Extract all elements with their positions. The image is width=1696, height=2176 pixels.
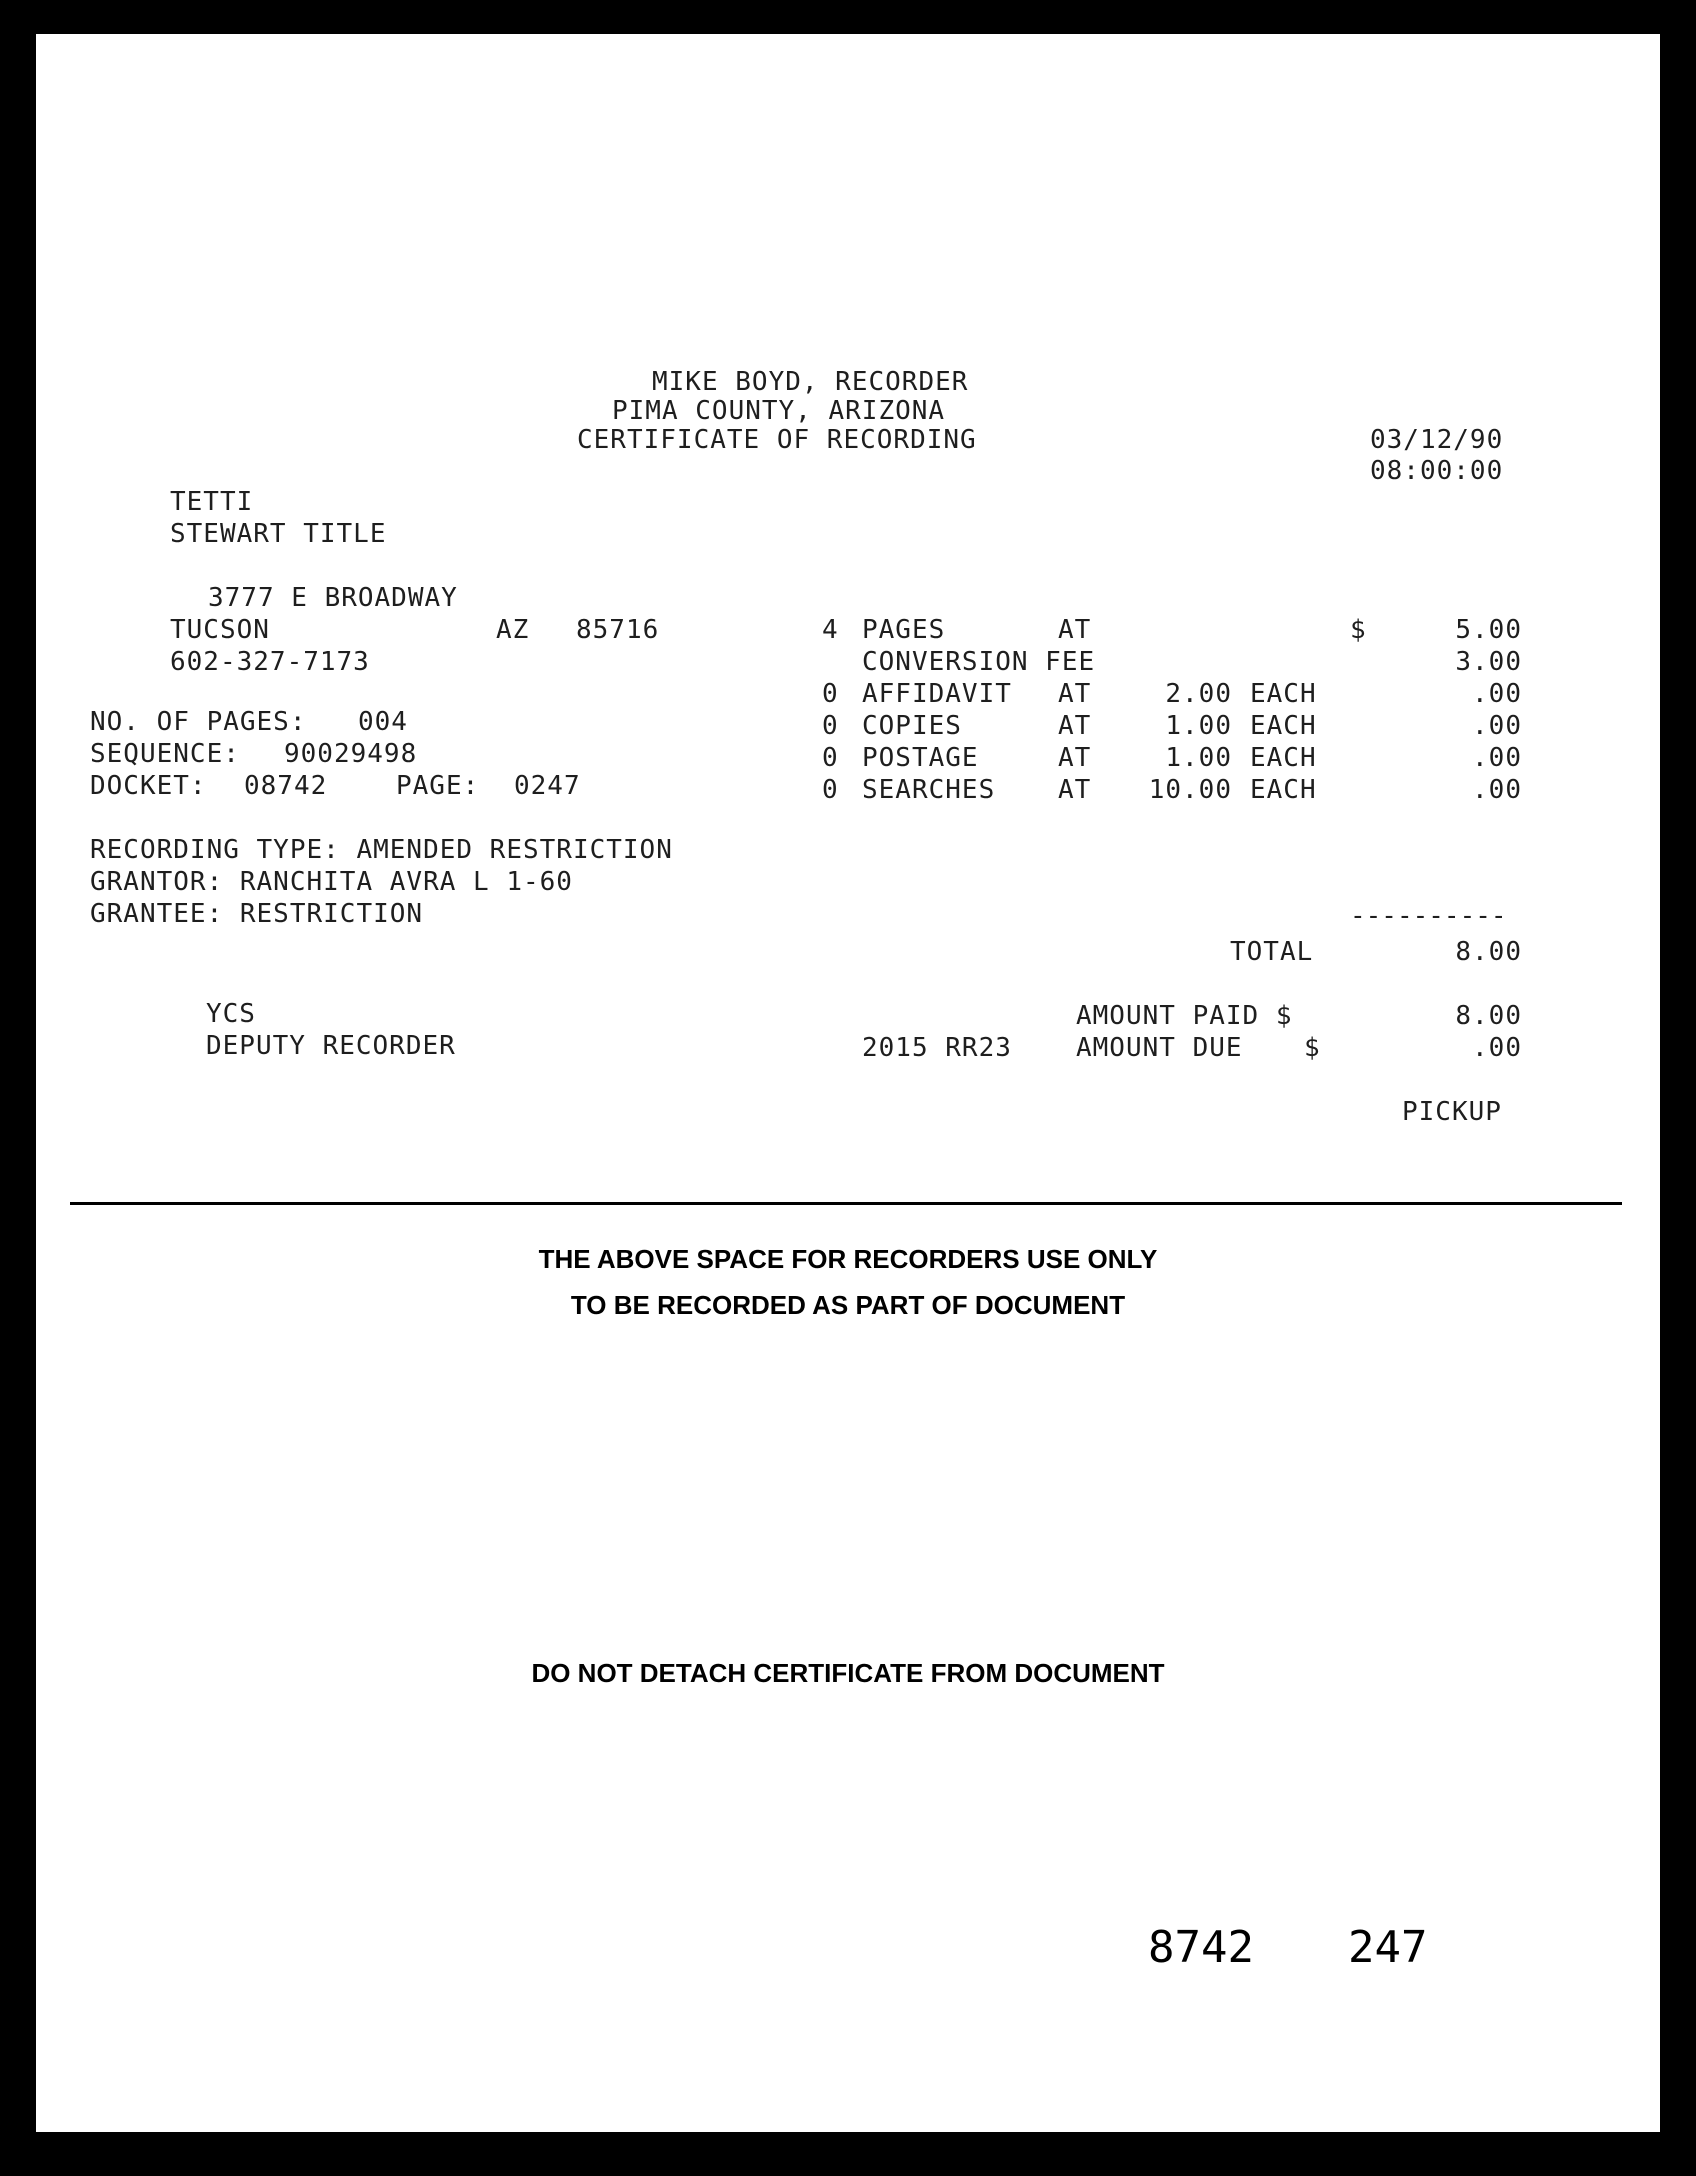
fee-item: COPIES	[862, 711, 962, 741]
fee-rate: 10.00	[1148, 775, 1232, 805]
certificate-page	[36, 34, 1660, 2132]
recorder-name: MIKE BOYD, RECORDER	[652, 367, 969, 397]
amount-due-dollar: $	[1304, 1033, 1321, 1063]
fee-at: AT	[1058, 679, 1092, 709]
fee-amount: .00	[1472, 775, 1522, 805]
docket-label: DOCKET:	[90, 771, 207, 801]
fee-qty: 0	[822, 679, 839, 709]
stamp-page-number: 247	[1348, 1922, 1428, 1973]
fee-amount: .00	[1472, 711, 1522, 741]
fee-amount: 5.00	[1455, 615, 1522, 645]
total-value: 8.00	[1455, 937, 1522, 967]
total-underline: ----------	[1350, 901, 1507, 931]
receipt-code: 2015 RR23	[862, 1033, 1012, 1063]
fee-each: EACH	[1250, 679, 1317, 709]
fee-rate: 2.00	[1165, 679, 1232, 709]
recorder-use-notice: THE ABOVE SPACE FOR RECORDERS USE ONLY	[538, 1244, 1158, 1274]
submitter-phone: 602-327-7173	[170, 647, 370, 677]
stamp-docket-number: 8742	[1148, 1922, 1254, 1973]
page-value: 0247	[514, 771, 581, 801]
submitter-company: STEWART TITLE	[170, 519, 387, 549]
grantor: GRANTOR: RANCHITA AVRA L 1-60	[90, 867, 573, 897]
amount-due-value: .00	[1472, 1033, 1522, 1063]
page-label: PAGE:	[396, 771, 480, 801]
fee-qty: 0	[822, 775, 839, 805]
docket-value: 08742	[244, 771, 328, 801]
pages-value: 004	[358, 707, 408, 737]
deputy-initials: YCS	[206, 999, 256, 1029]
fee-each: EACH	[1250, 711, 1317, 741]
fee-qty: 0	[822, 743, 839, 773]
recording-date: 03/12/90	[1370, 425, 1504, 455]
do-not-detach-notice: DO NOT DETACH CERTIFICATE FROM DOCUMENT	[531, 1658, 1165, 1688]
amount-paid-value: 8.00	[1455, 1001, 1522, 1031]
recorder-use-divider	[70, 1202, 1622, 1205]
fee-at: AT	[1058, 743, 1092, 773]
certificate-title: CERTIFICATE OF RECORDING	[577, 425, 977, 455]
record-as-part-notice: TO BE RECORDED AS PART OF DOCUMENT	[570, 1290, 1126, 1320]
fee-dollar: $	[1350, 615, 1367, 645]
fee-item: POSTAGE	[862, 743, 979, 773]
total-label: TOTAL	[1230, 937, 1314, 967]
fee-item: CONVERSION FEE	[862, 647, 1096, 677]
county-name: PIMA COUNTY, ARIZONA	[612, 396, 946, 426]
submitter-city: TUCSON	[170, 615, 270, 645]
fee-at: AT	[1058, 711, 1092, 741]
submitter-state: AZ	[496, 615, 530, 645]
submitter-street: 3777 E BROADWAY	[208, 583, 458, 613]
fee-amount: 3.00	[1455, 647, 1522, 677]
fee-qty: 0	[822, 711, 839, 741]
fee-each: EACH	[1250, 743, 1317, 773]
fee-qty: 4	[822, 615, 839, 645]
fee-at: AT	[1058, 775, 1092, 805]
fee-amount: .00	[1472, 679, 1522, 709]
grantee: GRANTEE: RESTRICTION	[90, 899, 424, 929]
amount-due-label: AMOUNT DUE	[1076, 1033, 1243, 1063]
recording-type: RECORDING TYPE: AMENDED RESTRICTION	[90, 835, 673, 865]
deputy-title: DEPUTY RECORDER	[206, 1031, 456, 1061]
fee-amount: .00	[1472, 743, 1522, 773]
fee-rate: 1.00	[1165, 711, 1232, 741]
fee-item: AFFIDAVIT	[862, 679, 1012, 709]
recording-time: 08:00:00	[1370, 456, 1504, 486]
pages-label: NO. OF PAGES:	[90, 707, 307, 737]
fee-at: AT	[1058, 615, 1092, 645]
submitter-zip: 85716	[576, 615, 660, 645]
fee-item: SEARCHES	[862, 775, 996, 805]
sequence-value: 90029498	[284, 739, 418, 769]
pickup-label: PICKUP	[1402, 1097, 1502, 1127]
fee-item: PAGES	[862, 615, 946, 645]
fee-rate: 1.00	[1165, 743, 1232, 773]
amount-paid-label: AMOUNT PAID $	[1076, 1001, 1293, 1031]
sequence-label: SEQUENCE:	[90, 739, 240, 769]
submitter-attn: TETTI	[170, 487, 254, 517]
fee-each: EACH	[1250, 775, 1317, 805]
